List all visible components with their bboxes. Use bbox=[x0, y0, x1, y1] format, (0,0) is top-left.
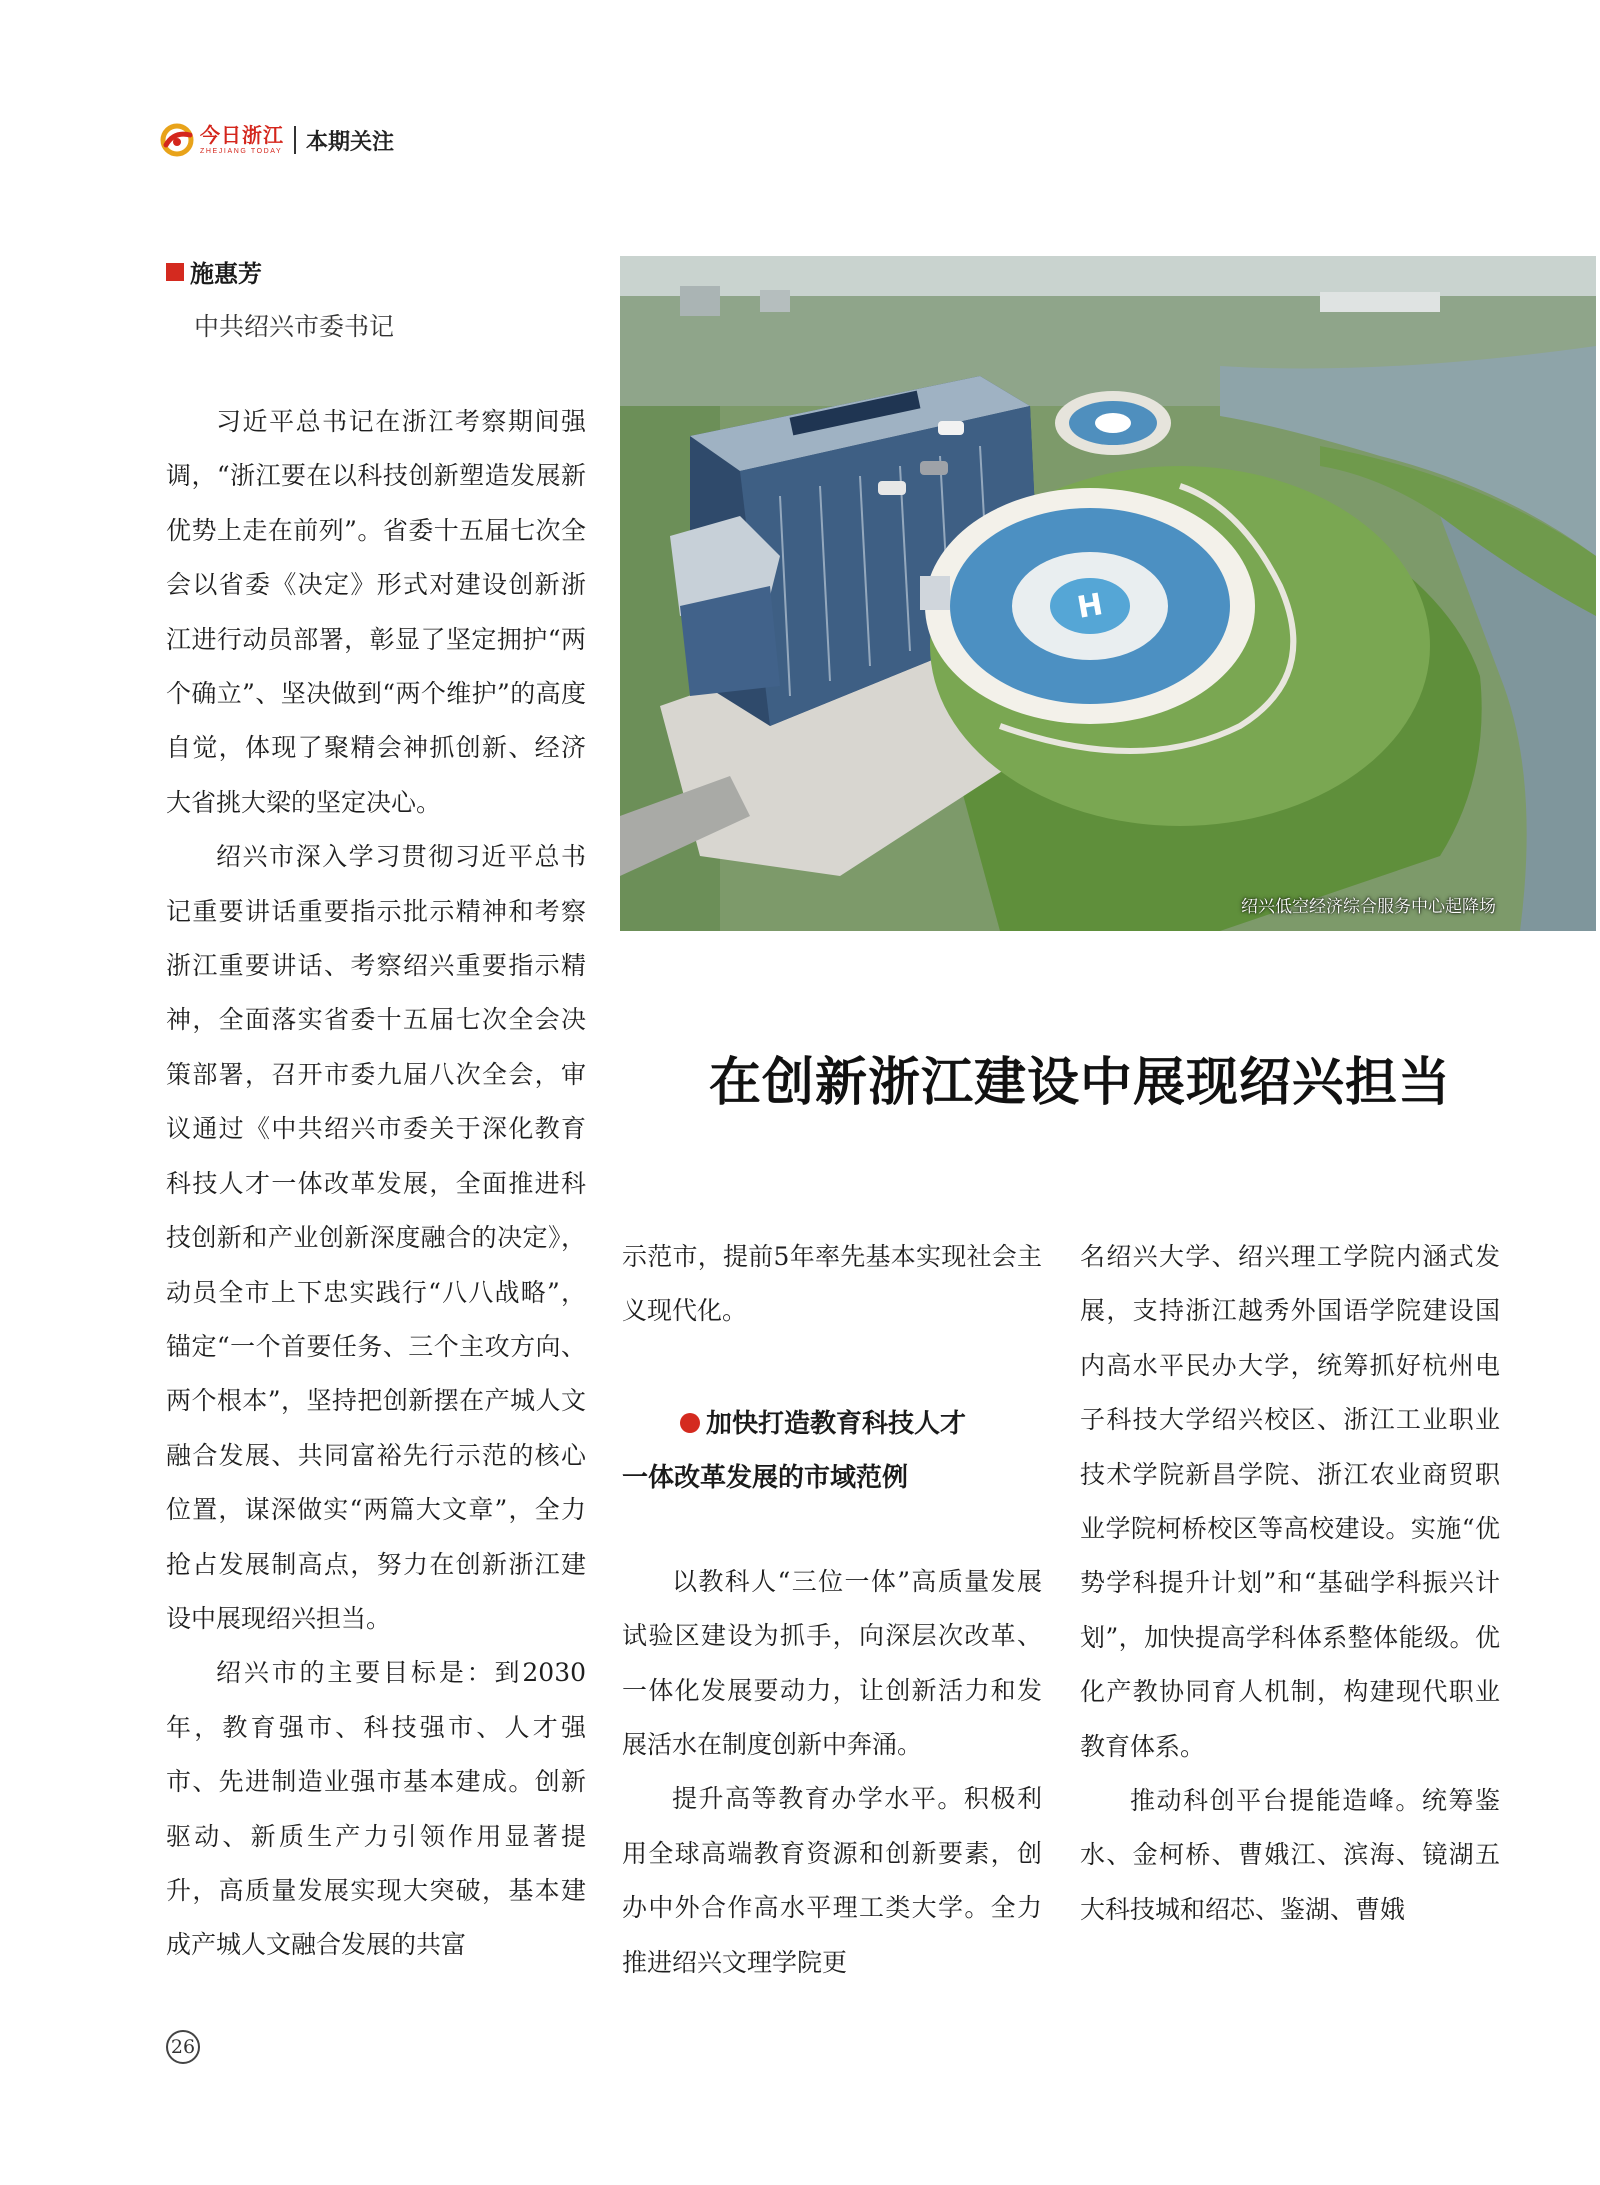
logo-english: ZHEJIANG TODAY bbox=[200, 148, 283, 155]
paragraph-lead: 提升高等教育办学水平。 bbox=[672, 1784, 964, 1814]
page-header bbox=[160, 118, 394, 162]
paragraph: 示范市，提前5年率先基本实现社会主义现代化。 bbox=[622, 1242, 1042, 1326]
paragraph: 绍兴市深入学习贯彻习近平总书记重要讲话重要指示批示精神和考察浙江重要讲话、考察绍兴重要指示精神，全面落实省委十五届七次全会决策部署，召开市委九届八次全会，审议通过《中共绍兴市委关于深化教育科技人才一体改革发展，全面推进科技创新和产业创新深度融合的决定》，动员全市上下忠实践行“八八战略”，锚定“一个首要任务、三个主攻方向、两个根本”，坚持把创新摆在产城人文融合发展、共同富裕先行示范的核心位置，谋深做实“两篇大文章”，全力抢占发展制高点，努力在创新浙江建设中展现绍兴担当。 bbox=[166, 842, 586, 1633]
author-name-row bbox=[166, 254, 394, 289]
paragraph-text: 积极利用全球高端教育资源和创新要素，创办中外合作高水平理工类大学。全力推进绍兴文理学院更 bbox=[622, 1784, 1042, 1977]
paragraph: 以教科人“三位一体”高质量发展试验区建设为抓手，向深层次改革、一体化发展要动力，让创新活力和发展活水在制度创新中奔涌。 bbox=[622, 1566, 1042, 1760]
paragraph-text: 统筹鉴水、金柯桥、曹娥江、滨海、镜湖五大科技城和绍芯、鉴湖、曹娥 bbox=[1080, 1786, 1500, 1924]
paragraph bbox=[622, 1772, 1042, 1990]
paragraph: 绍兴市的主要目标是：到2030年，教育强市、科技强市、人才强市、先进制造业强市基本建成。创新驱动、新质生产力引领作用显著提升，高质量发展实现大突破，基本建成产城人文融合发展的共富 bbox=[166, 1658, 586, 1960]
red-bullet-icon bbox=[680, 1413, 700, 1433]
section-label: 本期关注 bbox=[306, 129, 395, 155]
logo-swirl-icon bbox=[160, 123, 194, 157]
logo-chinese: 今日浙江 bbox=[200, 123, 284, 147]
body-column-1 bbox=[166, 395, 586, 1973]
logo-wordmark bbox=[200, 125, 284, 155]
photo-caption: 绍兴低空经济综合服务中心起降场 bbox=[1241, 897, 1496, 917]
author-name: 施惠芳 bbox=[190, 260, 262, 288]
body-column-3 bbox=[1080, 1230, 1500, 1937]
paragraph-lead: 推动科创平台提能造峰。 bbox=[1130, 1786, 1422, 1816]
aerial-photo bbox=[620, 256, 1596, 931]
subheading-line-2: 一体改革发展的市域范例 bbox=[622, 1462, 909, 1493]
page-number: 26 bbox=[166, 2030, 200, 2064]
paragraph: 名绍兴大学、绍兴理工学院内涵式发展，支持浙江越秀外国语学院建设国内高水平民办大学，统筹抓好杭州电子科技大学绍兴校区、浙江工业职业技术学院新昌学院、浙江农业商贸职业学院柯桥校区等高校建设。实施“优势学科提升计划”和“基础学科振兴计划”，加快提高学科体系整体能级。优化产教协同育人机制，构建现代职业教育体系。 bbox=[1080, 1242, 1500, 1761]
paragraph bbox=[1080, 1774, 1500, 1937]
section-subheading bbox=[622, 1397, 1042, 1505]
article-headline: 在创新浙江建设中展现绍兴担当 bbox=[708, 1052, 1451, 1113]
paragraph: 习近平总书记在浙江考察期间强调，“浙江要在以科技创新塑造发展新优势上走在前列”。省委十五届七次全会以省委《决定》形式对建设创新浙江进行动员部署，彰显了坚定拥护“两个确立”、坚决做到“两个维护”的高度自觉，体现了聚精会神抓创新、经济大省挑大梁的坚定决心。 bbox=[166, 407, 586, 817]
author-block bbox=[166, 254, 394, 343]
red-square-marker bbox=[166, 263, 184, 281]
author-title: 中共绍兴市委书记 bbox=[194, 312, 395, 341]
aerial-photo-illustration bbox=[620, 256, 1596, 931]
helipad-letter: H bbox=[1074, 587, 1106, 626]
body-column-2 bbox=[622, 1230, 1042, 1990]
subheading-line-1: 加快打造教育科技人才 bbox=[706, 1408, 967, 1439]
header-divider bbox=[294, 126, 296, 154]
